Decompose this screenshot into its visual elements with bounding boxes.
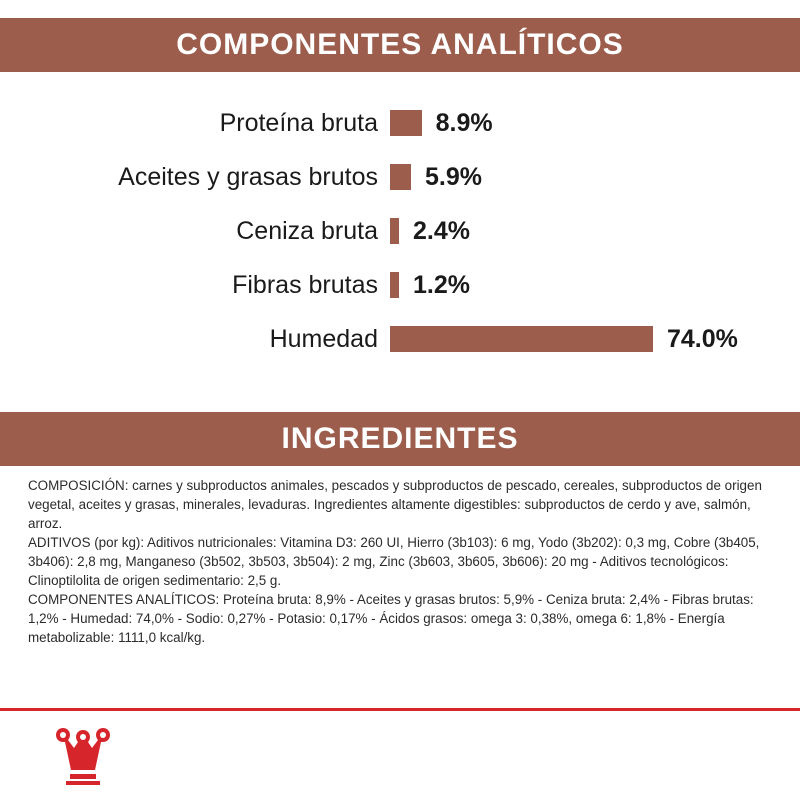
chart-row [0, 96, 800, 150]
chart-row-bar-wrap [390, 109, 493, 138]
chart-row-bar-wrap [390, 163, 482, 192]
chart-row [0, 150, 800, 204]
chart-row [0, 312, 800, 366]
chart-bar [390, 110, 422, 136]
chart-bar [390, 326, 653, 352]
chart-row-label: Aceites y grasas brutos [118, 162, 378, 191]
chart-row-label: Humedad [269, 324, 378, 353]
chart-bar [390, 164, 411, 190]
royal-canin-crown-icon [46, 724, 120, 788]
chart-row-label: Proteína bruta [219, 108, 378, 137]
footer-divider [0, 708, 800, 711]
additives-paragraph: ADITIVOS (por kg): Aditivos nutricionales: Vitamina D3: 260 UI, Hierro (3b103): 6 mg, Yodo (3b202): 0,3 mg, Cobre (3b405, 3b406): 2,8 mg, Manganeso (3b502, 3b503, 3b504): 2 mg, Zinc (3b603, 3b605, 3b606): 20 mg - Aditivos tecnológicos: Clinoptilolita de origen sedimentario: 2,5 g. [28, 535, 760, 589]
ingredients-header: INGREDIENTES [0, 412, 800, 466]
chart-row-bar-wrap [390, 271, 470, 300]
chart-row-label: Ceniza bruta [236, 216, 378, 245]
chart-row [0, 204, 800, 258]
footer [0, 708, 800, 800]
chart-bar [390, 272, 399, 298]
chart-row-value: 8.9% [435, 108, 493, 137]
chart-bar [390, 218, 399, 244]
chart-row-label: Fibras brutas [232, 270, 378, 299]
chart-row-value: 2.4% [413, 216, 470, 245]
chart-row-bar-wrap [390, 217, 470, 246]
chart-row-value: 1.2% [413, 270, 470, 299]
chart-row [0, 258, 800, 312]
ingredients-body [28, 476, 776, 647]
analytic-components-header: COMPONENTES ANALÍTICOS [0, 18, 800, 72]
analytic-constituents-paragraph: COMPONENTES ANALÍTICOS: Proteína bruta: 8,9% - Aceites y grasas brutos: 5,9% - Ceniza bruta: 2,4% - Fibras brutas: 1,2% - Humedad: 74,0% - Sodio: 0,27% - Potasio: 0,17% - Ácidos grasos: omega 3: 0,38%, omega 6: 1,8% - Energía metabolizable: 1111,0 kcal/kg. [28, 592, 754, 646]
chart-row-value: 5.9% [424, 162, 482, 191]
composition-paragraph: COMPOSICIÓN: carnes y subproductos animales, pescados y subproductos de pescado, cereales, subproductos de origen vegetal, aceites y grasas, minerales, levaduras. Ingredientes altamente digestibles: subproductos de cerdo y ave, salmón, arroz. [28, 478, 762, 532]
chart-row-value: 74.0% [667, 324, 738, 353]
analytic-components-chart [0, 96, 800, 396]
chart-row-bar-wrap [390, 325, 738, 354]
